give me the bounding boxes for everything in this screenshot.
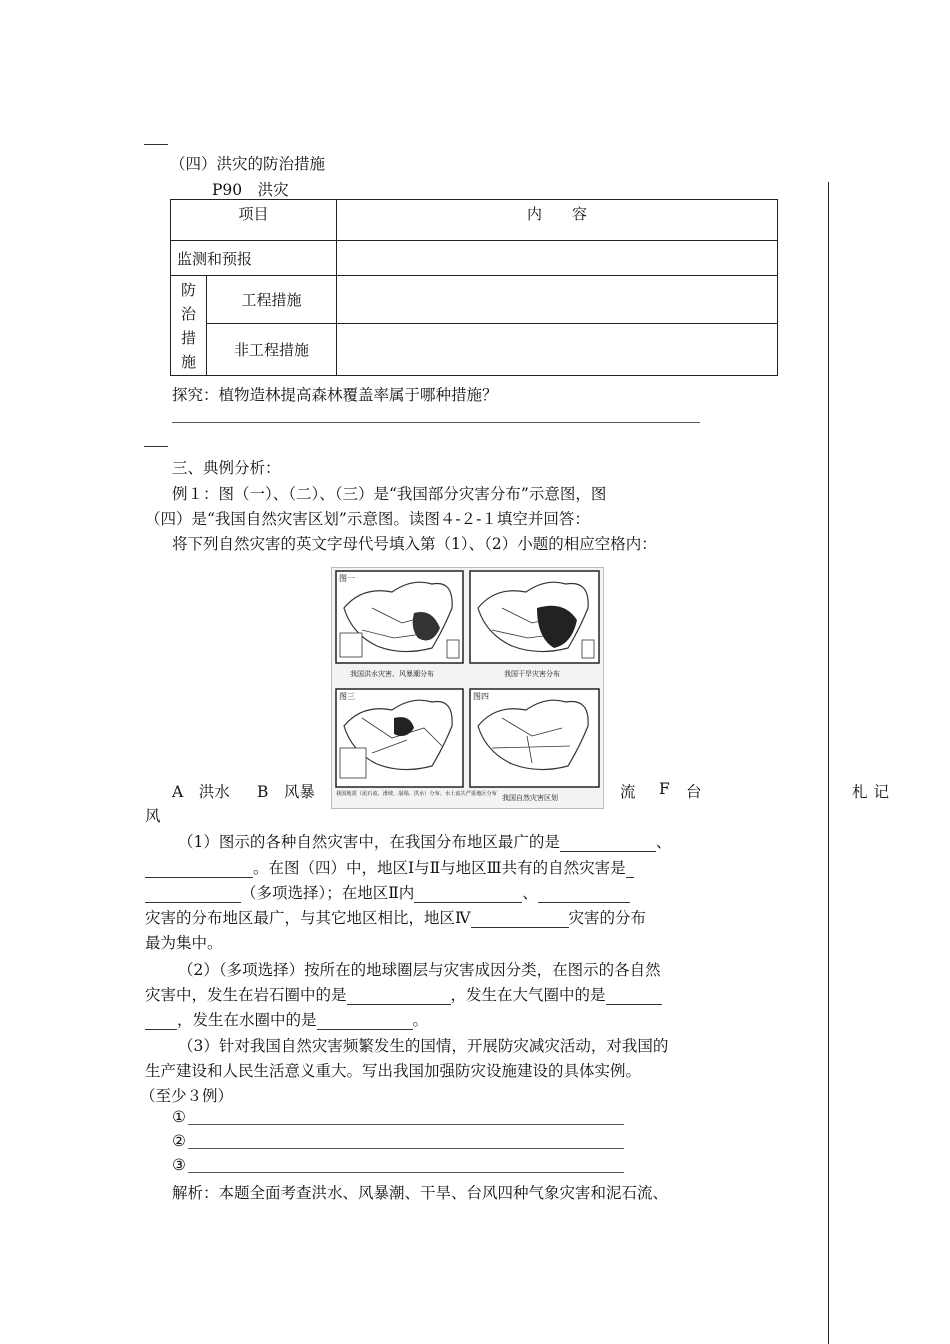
figure-caption-1: 我国洪水灾害、风暴潮分布: [350, 670, 434, 678]
question-1-line5: 最为集中。: [145, 934, 223, 952]
option-f: F: [659, 780, 670, 798]
table-head-content: 内 容: [527, 205, 588, 223]
example-text: （四）是“我国自然灾害区划”示意图。读图４-２-１填空并回答：: [145, 510, 590, 528]
table-cell-non-engineering-content: [337, 324, 778, 376]
figure-label-3: 图三: [339, 692, 355, 701]
flood-measures-table: [170, 199, 778, 376]
figure-caption-2: 我国干旱灾害分布: [504, 670, 560, 678]
disaster-maps-figure: [331, 567, 604, 809]
option-wrap: 风: [145, 807, 161, 825]
option-typhoon: 台: [686, 783, 702, 801]
explore-question: 探究：植物造林提高森林覆盖率属于哪种措施？: [172, 386, 498, 404]
question-1-line2: 。在图（四）中，地区Ⅰ与Ⅱ与地区Ⅲ共有的自然灾害是: [145, 856, 634, 878]
figure-label-4: 图四: [473, 692, 489, 701]
question-3-line2: 生产建设和人民生活意义重大。写出我国加强防灾设施建设的具体实例。: [145, 1062, 642, 1080]
table-cell-engineering-content: [337, 276, 778, 324]
table-cell-monitor-content: [337, 241, 778, 276]
question-2-line2: 灾害中，发生在岩石圈中的是 ，发生在大气圈中的是: [145, 983, 662, 1005]
section-heading: （四）洪灾的防治措施: [170, 155, 326, 173]
table-row-non-engineering: 非工程措施: [234, 341, 310, 359]
table-row-monitor: 监测和预报: [177, 249, 253, 268]
notes-label: 札记: [852, 783, 896, 801]
answer-line-1[interactable]: [188, 1124, 624, 1125]
figure-label-1: 图一: [339, 574, 355, 583]
answer-mark-2: ②: [172, 1132, 186, 1150]
figure-caption-4: 我国自然灾害区划: [502, 794, 558, 802]
question-2-line1: （2）（多项选择）按所在的地球圈层与灾害成因分类，在图示的各自然: [178, 961, 661, 979]
answer-line-3[interactable]: [188, 1172, 624, 1173]
question-1-line1: （1）图示的各种自然灾害中，在我国分布地区最广的是 、: [178, 833, 672, 851]
option-b: B 风暴: [257, 783, 315, 801]
question-3-line1: （3）针对我国自然灾害频繁发生的国情，开展防灾减灾活动，对我国的: [178, 1037, 669, 1055]
option-a: A 洪水: [172, 783, 230, 801]
question-3-line3: （至少３例）: [140, 1087, 234, 1105]
example-text: 将下列自然灾害的英文字母代号填入第（1）、（2）小题的相应空格内：: [172, 535, 657, 553]
top-rule: [144, 144, 168, 145]
answer-line: [172, 422, 700, 423]
page-reference: P90 洪灾: [212, 181, 289, 199]
question-2-line3: ，发生在水圈中的是 。: [145, 1008, 428, 1030]
margin-rule: [828, 182, 829, 1344]
section-heading: 三、典例分析：: [172, 459, 281, 477]
option-flow: 流: [620, 783, 636, 801]
figure-caption-3: 我国地震（泥石流、滑坡、崩塌、洪水）分布、水土流失严重地区分布: [336, 791, 497, 797]
question-1-line4: 灾害的分布地区最广，与其它地区相比，地区Ⅳ 灾害的分布: [145, 909, 647, 927]
section-rule: [144, 446, 168, 447]
analysis-text: 解析：本题全面考查洪水、风暴潮、干旱、台风四种气象灾害和泥石流、: [172, 1184, 669, 1202]
table-head-item: 项目: [238, 205, 269, 223]
table-row-engineering: 工程措施: [241, 291, 302, 309]
answer-mark-1: ①: [172, 1108, 186, 1126]
question-1-line3: （多项选择）；在地区Ⅱ内 、: [145, 881, 630, 903]
answer-mark-3: ③: [172, 1156, 186, 1174]
answer-line-2[interactable]: [188, 1148, 624, 1149]
example-text: 例１：图（一）、（二）、（三）是“我国部分灾害分布”示意图，图: [172, 485, 607, 503]
table-group-label: 防 治 措 施: [171, 276, 207, 376]
